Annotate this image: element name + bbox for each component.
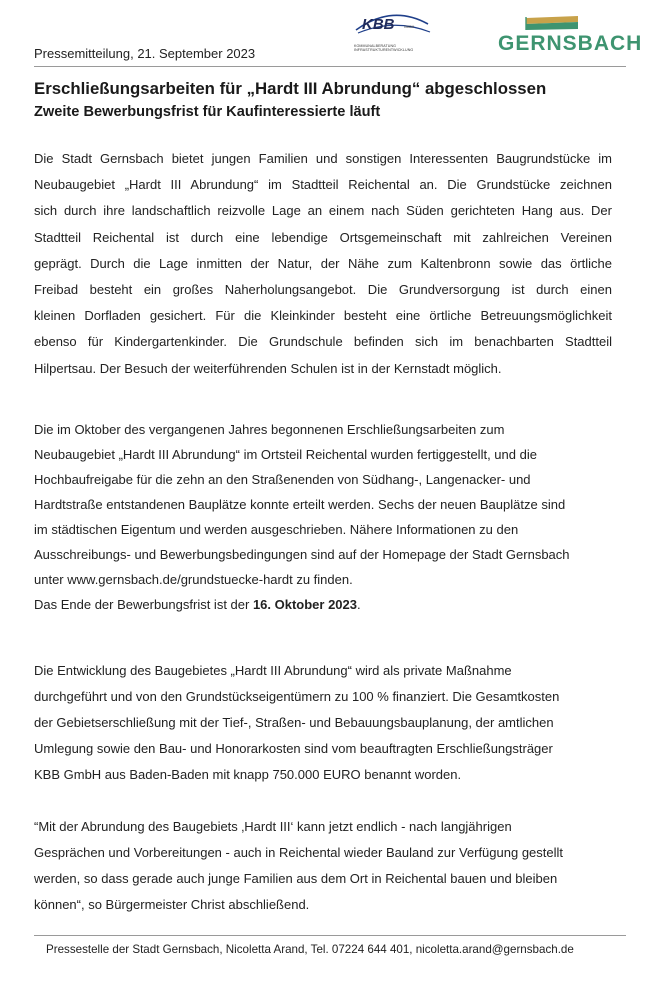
press-release-subtitle: Zweite Bewerbungsfrist für Kaufinteressierte läuft	[34, 104, 381, 120]
footer-divider	[34, 935, 626, 936]
kbb-logo-mark-icon	[352, 10, 432, 40]
paragraph-line: Hilpertsau. Der Besuch der weiterführenden Schulen ist in der Kernstadt möglich.	[34, 360, 502, 376]
paragraph-4-quote	[34, 814, 612, 918]
paragraph-line: Die im Oktober des vergangenen Jahres begonnenen Erschließungsarbeiten zum	[34, 422, 505, 437]
paragraph-line: Freibad besteht ein großes Naherholungsangebot. Die Grundversorgung ist durch einen	[34, 282, 612, 298]
paragraph-line: sich durch ihre landschaftlich reizvolle Lage an einem nach Süden gerichteten Hang aus. Der	[34, 203, 612, 219]
release-date: Pressemitteilung, 21. September 2023	[34, 46, 256, 61]
gernsbach-logo-text: GERNSBACH	[498, 32, 643, 55]
paragraph-3	[34, 658, 612, 788]
paragraph-line: der Gebietserschließung mit der Tief-, Straßen- und Bebauungsbauplanung, der amtlichen	[34, 715, 554, 730]
deadline-date: 16. Oktober 2023	[252, 597, 357, 612]
gernsbach-flag-icon	[520, 16, 580, 30]
kbb-logo-tagline: KOMMUNALBERATUNG INFRASTRUKTURENTWICKLUNG	[354, 44, 414, 53]
paragraph-line: kleinen Dorfladen gesichert. Für die Kleinkinder besteht eine örtliche Betreuungsmöglichkeit	[34, 308, 612, 324]
application-deadline: Das Ende der Bewerbungsfrist ist der 16. Oktober 2023.	[34, 597, 361, 612]
paragraph-line: geprägt. Durch die Lage inmitten der Natur, der Nähe zum Kaltenbronn sowie das örtliche	[34, 255, 612, 271]
gernsbach-logo	[498, 16, 643, 60]
paragraph-line: Neubaugebiet „Hardt III Abrundung“ im Stadtteil Reichental an. Die Grundstücke zeichnen	[34, 177, 612, 193]
paragraph-line: Gesprächen und Vorbereitungen - auch in Reichental wieder Bauland zur Verfügung gestellt	[34, 845, 564, 860]
paragraph-line: ebenso für Kindergartenkinder. Die Grundschule befinden sich im benachbarten Stadtteil	[34, 334, 612, 350]
paragraph-line: Stadtteil Reichental ist durch eine lebendige Ortsgemeinschaft mit zahlreichen Vereinen	[34, 229, 612, 245]
paragraph-line: Umlegung sowie den Bau- und Honorarkosten sind vom beauftragten Erschließungsträger	[34, 741, 553, 756]
paragraph-line: Ausschreibungs- und Bewerbungsbedingungen sind auf der Homepage der Stadt Gernsbach	[34, 547, 570, 562]
paragraph-line: durchgeführt und von den Grundstückseigentümern zu 100 % finanziert. Die Gesamtkosten	[34, 689, 560, 704]
kbb-logo-suffix: GMBH	[404, 25, 415, 29]
press-release-title: Erschließungsarbeiten für „Hardt III Abrundung“ abgeschlossen	[34, 79, 547, 98]
paragraph-line: Hochbaufreigabe für die zehn an den Straßenenden von Südhang-, Langenacker- und	[34, 472, 531, 487]
kbb-logo-name: KBB	[362, 16, 395, 33]
paragraph-line: “Mit der Abrundung des Baugebiets ‚Hardt III‘ kann jetzt endlich - nach langjährigen	[34, 819, 512, 834]
paragraph-line: Hardtstraße entstandenen Bauplätze konnte erteilt werden. Sechs der neuen Bauplätze sind	[34, 497, 566, 512]
paragraph-2	[34, 417, 612, 617]
kbb-logo	[352, 10, 434, 56]
paragraph-1	[34, 146, 612, 382]
paragraph-line: Die Stadt Gernsbach bietet jungen Familien und sonstigen Interessenten Baugrundstücke im	[34, 151, 612, 166]
paragraph-line: unter www.gernsbach.de/grundstuecke-hardt zu finden.	[34, 572, 353, 587]
paragraph-line: im städtischen Eigentum und werden ausgeschrieben. Nähere Informationen zu den	[34, 522, 519, 537]
paragraph-line: Neubaugebiet „Hardt III Abrundung“ im Ortsteil Reichental wurden fertiggestellt, und die	[34, 447, 537, 462]
paragraph-line: können“, so Bürgermeister Christ abschließend.	[34, 897, 310, 912]
paragraph-line: Die Entwicklung des Baugebietes „Hardt III Abrundung“ wird als private Maßnahme	[34, 663, 512, 678]
header-divider	[34, 66, 626, 67]
paragraph-line: KBB GmbH aus Baden-Baden mit knapp 750.000 EURO benannt worden.	[34, 767, 462, 782]
press-contact-footer: Pressestelle der Stadt Gernsbach, Nicoletta Arand, Tel. 07224 644 401, nicoletta.arand@gernsbach.de	[46, 943, 574, 956]
paragraph-line: werden, so dass gerade auch junge Familien aus dem Ort in Reichental bauen und bleiben	[34, 871, 558, 886]
